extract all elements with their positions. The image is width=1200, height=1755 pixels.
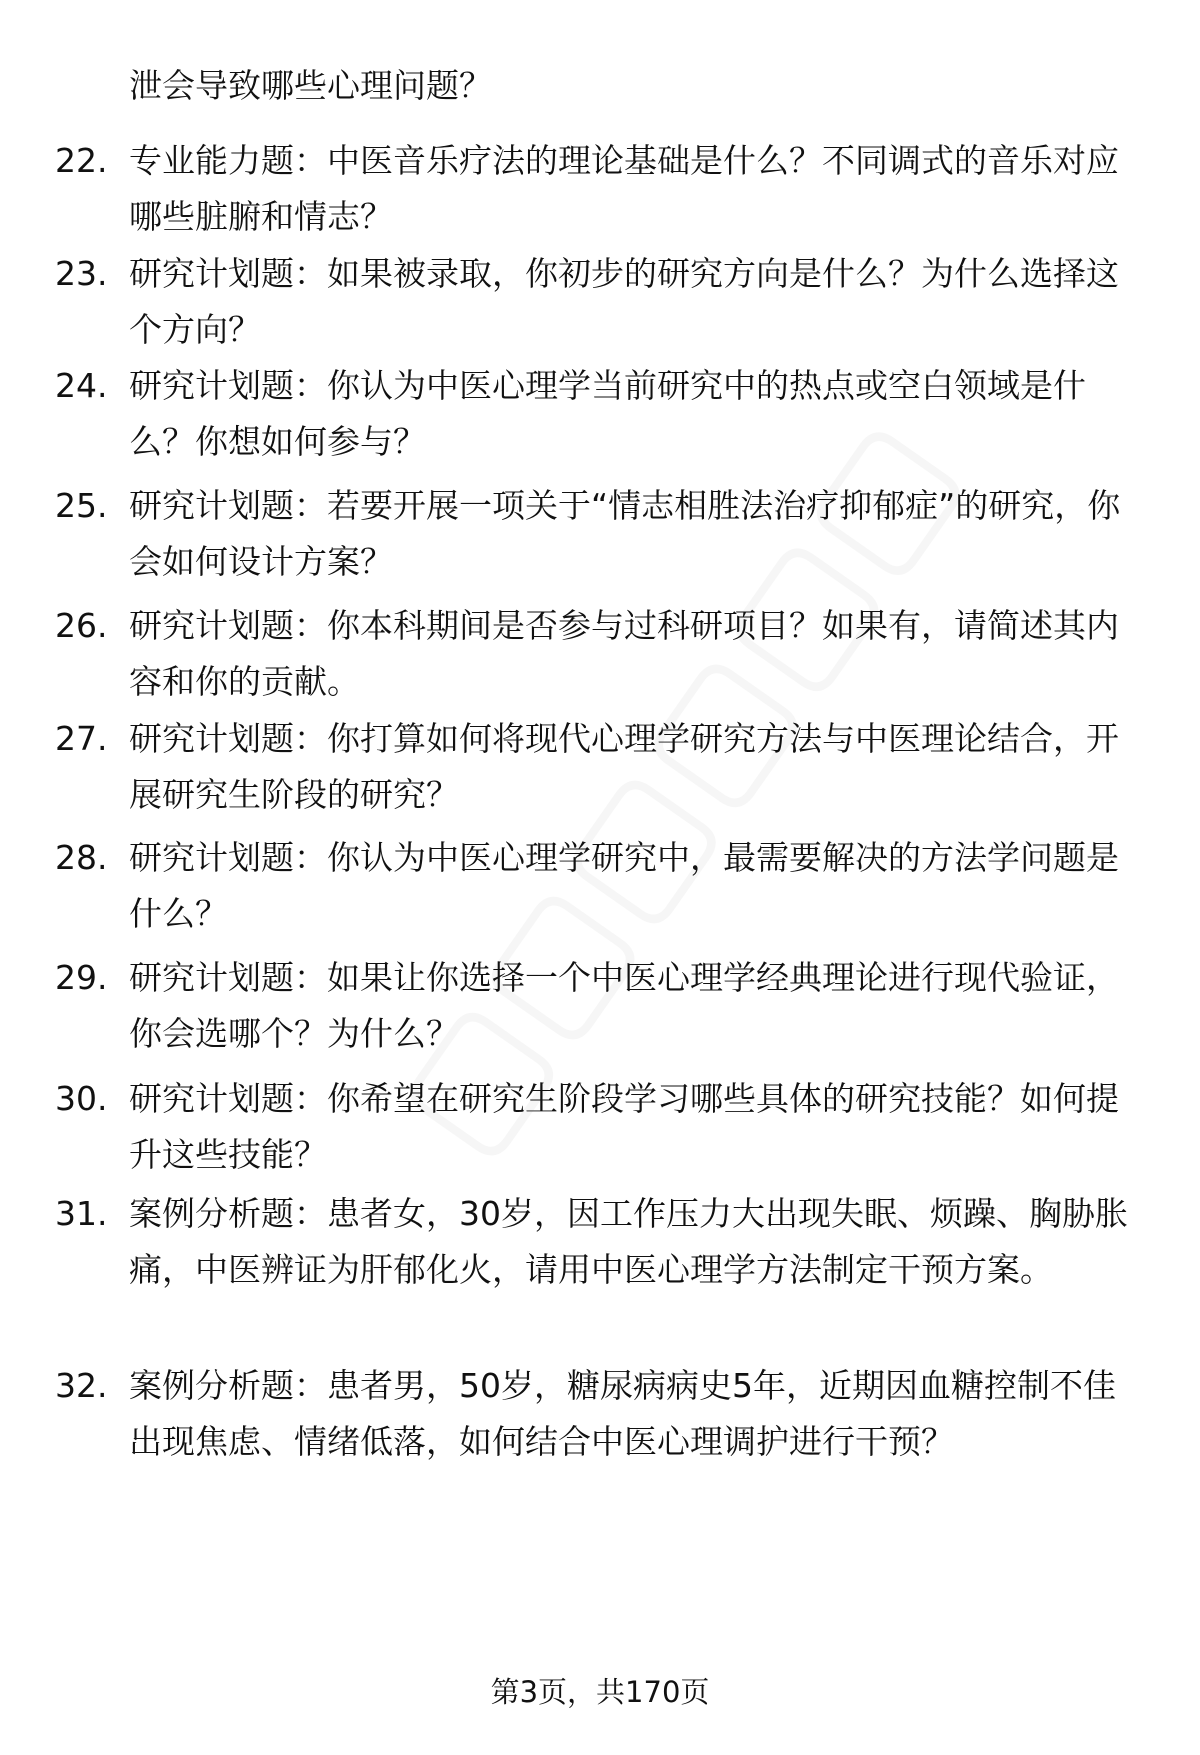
question-text: 研究计划题：如果被录取，你初步的研究方向是什么？为什么选择这个方向？ [129, 254, 1119, 349]
question-number: 31. [55, 1194, 108, 1233]
question-number: 23. [55, 254, 108, 293]
question-number: 30. [55, 1079, 108, 1118]
question-number: 32. [55, 1366, 108, 1405]
question-text: 研究计划题：你认为中医心理学研究中，最需要解决的方法学问题是什么？ [129, 838, 1119, 933]
question-number: 28. [55, 838, 108, 877]
question-number: 29. [55, 958, 108, 997]
question-text: 案例分析题：患者女，30岁，因工作压力大出现失眠、烦躁、胸胁胀痛，中医辨证为肝郁化火，请用中医心理学方法制定干预方案。 [129, 1194, 1128, 1289]
page-footer: 第3页，共170页 [490, 1675, 710, 1709]
question-number: 26. [55, 606, 108, 645]
question-text: 研究计划题：若要开展一项关于“情志相胜法治疗抑郁症”的研究，你会如何设计方案？ [129, 486, 1121, 581]
question-text: 研究计划题：你打算如何将现代心理学研究方法与中医理论结合，开展研究生阶段的研究？ [129, 719, 1119, 814]
question-number: 22. [55, 141, 108, 180]
question-text: 案例分析题：患者男，50岁，糖尿病病史5年，近期因血糖控制不佳出现焦虑、情绪低落，如何结合中医心理调护进行干预？ [129, 1366, 1116, 1461]
question-number: 25. [55, 486, 108, 525]
question-text: 研究计划题：你认为中医心理学当前研究中的热点或空白领域是什么？你想如何参与？ [129, 366, 1086, 461]
question-text: 研究计划题：你希望在研究生阶段学习哪些具体的研究技能？如何提升这些技能？ [129, 1079, 1119, 1174]
question-text: 专业能力题：中医音乐疗法的理论基础是什么？不同调式的音乐对应哪些脏腑和情志？ [129, 141, 1119, 236]
question-text: 研究计划题：你本科期间是否参与过科研项目？如果有，请简述其内容和你的贡献。 [129, 606, 1119, 701]
question-number: 24. [55, 366, 108, 405]
question-number: 27. [55, 719, 108, 758]
continuation-text: 泄会导致哪些心理问题？ [129, 66, 492, 105]
question-text: 研究计划题：如果让你选择一个中医心理学经典理论进行现代验证，你会选哪个？为什么？ [129, 958, 1119, 1053]
